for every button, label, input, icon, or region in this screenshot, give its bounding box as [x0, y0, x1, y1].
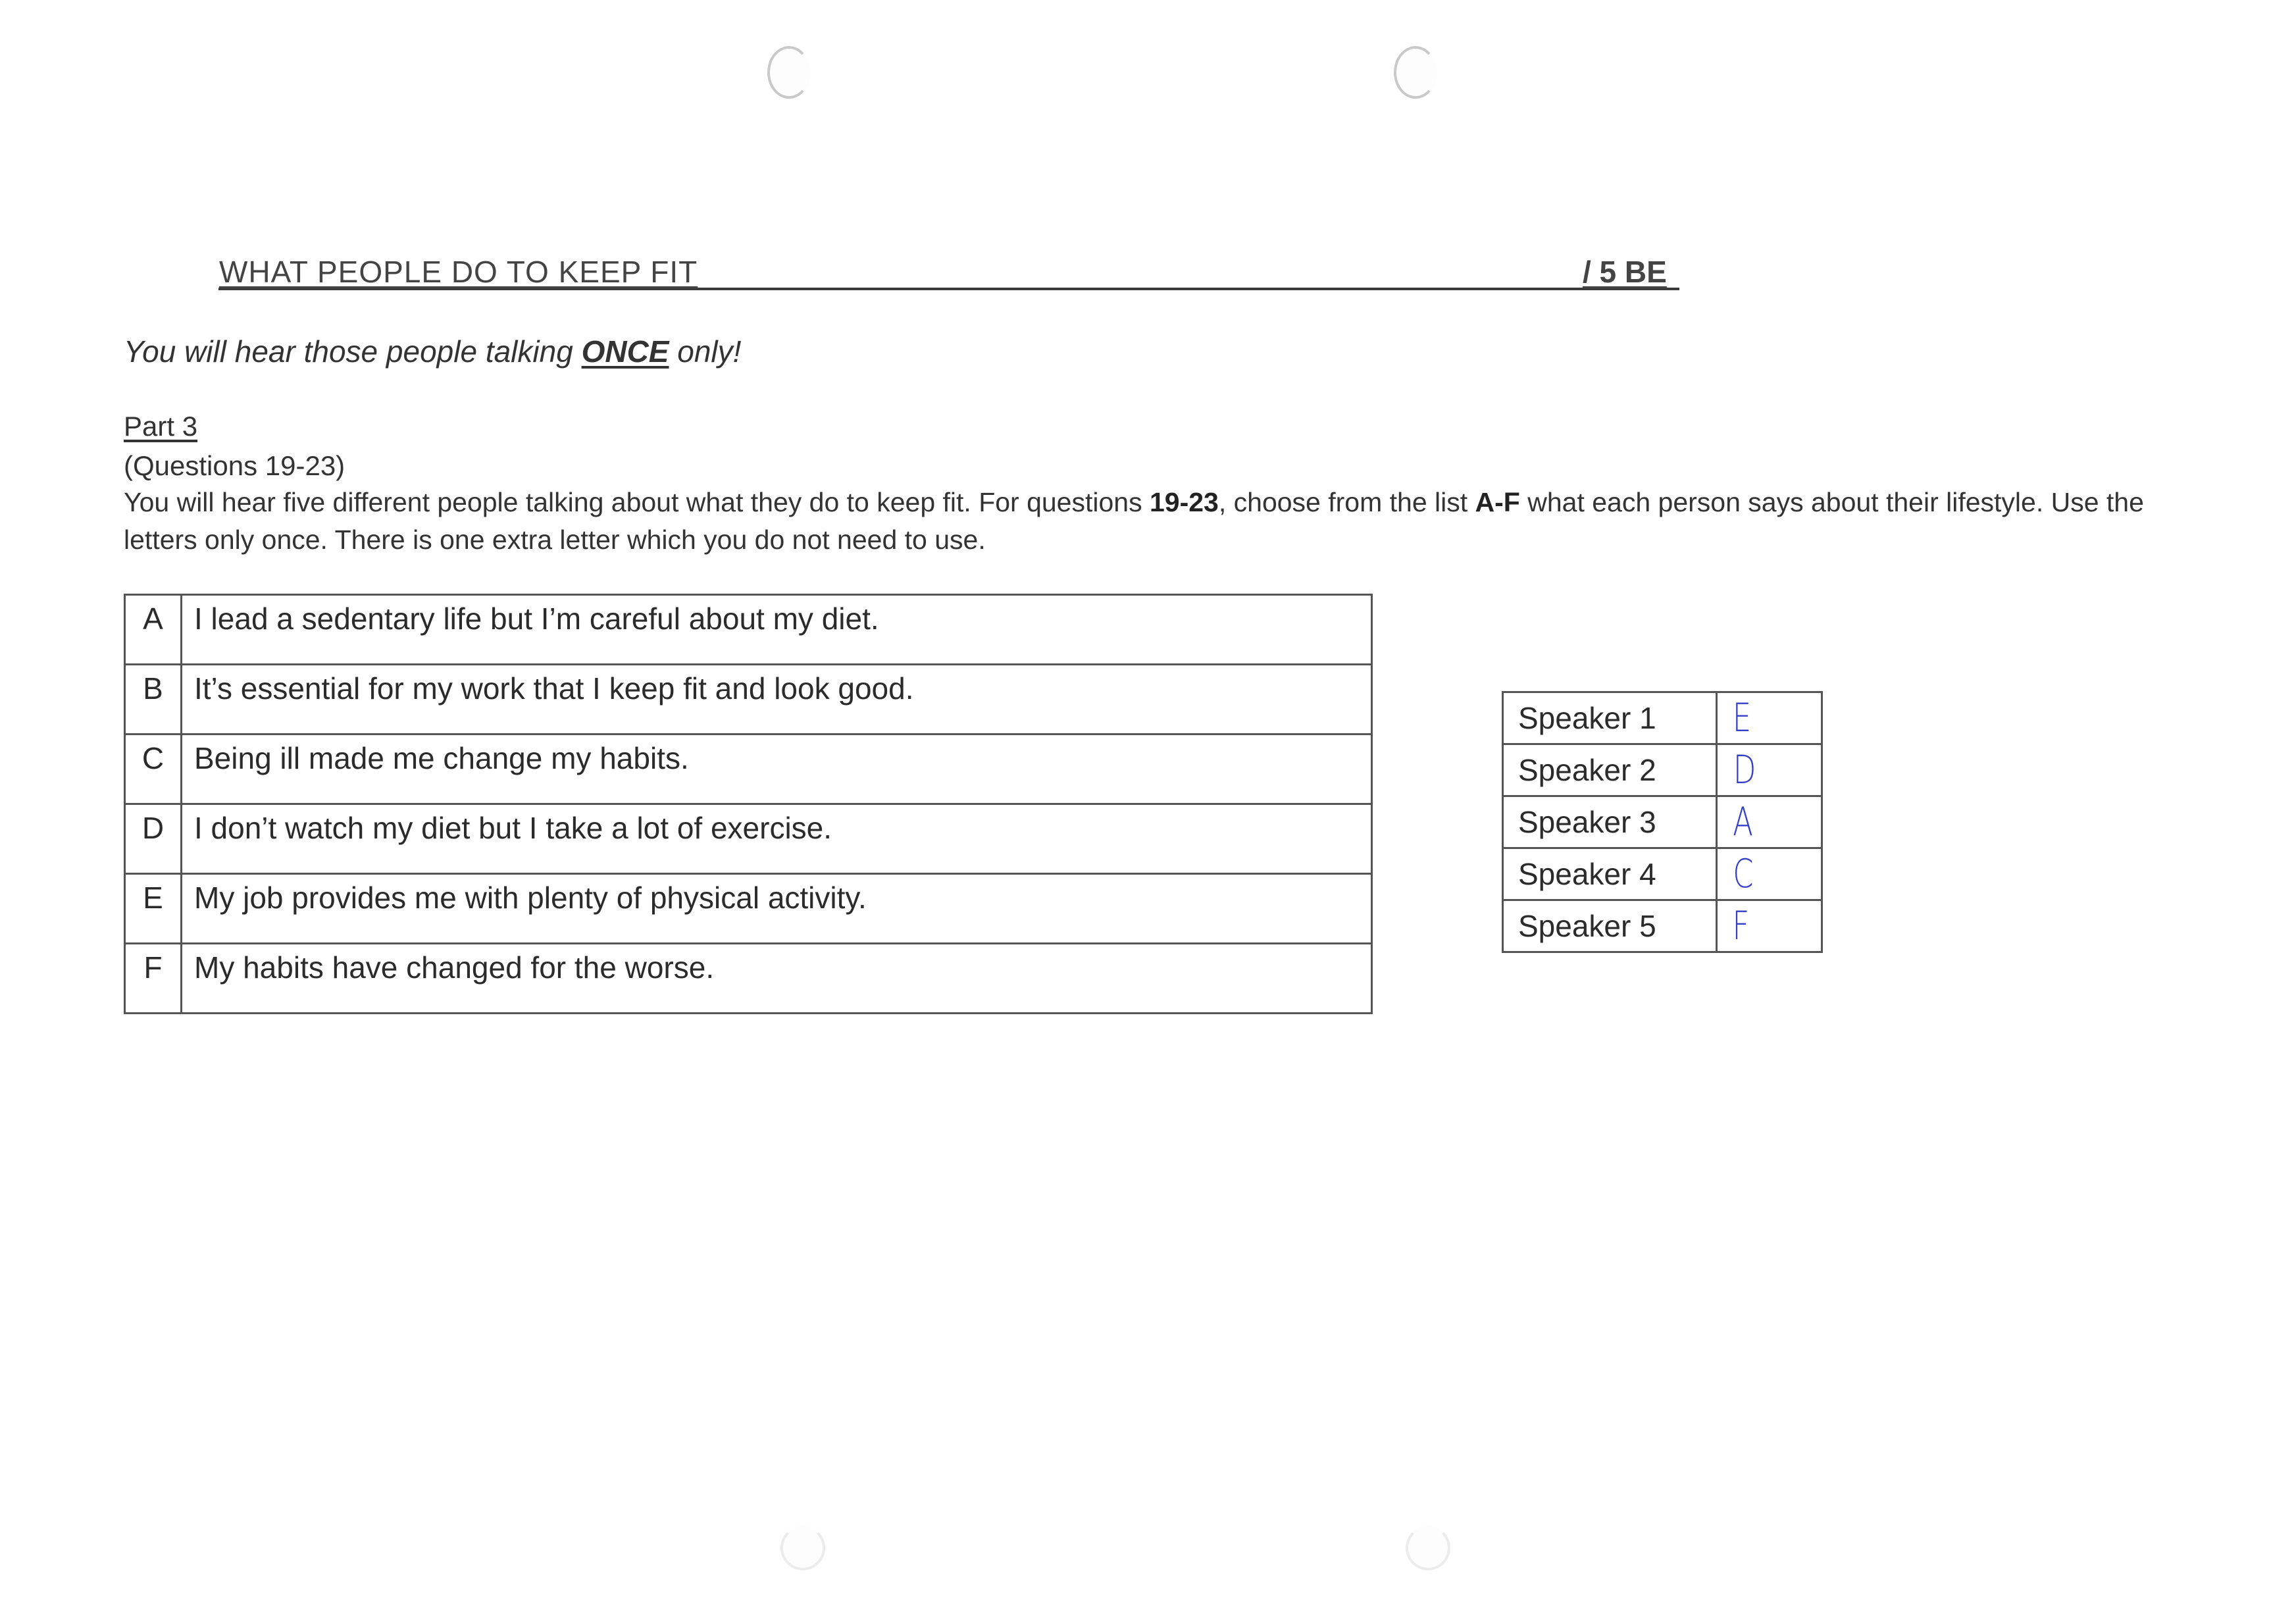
speaker-label: Speaker 4 [1503, 848, 1717, 900]
option-letter: A [125, 595, 182, 665]
directions-letter-range: A-F [1475, 487, 1520, 517]
instruction-text-before: You will hear those people talking [124, 334, 582, 369]
punch-hole-shadow [1406, 1526, 1450, 1570]
options-table [124, 594, 1373, 1014]
speaker-label: Speaker 3 [1503, 796, 1717, 848]
punch-hole-shadow [780, 1526, 825, 1570]
answer-row [1503, 692, 1822, 744]
option-row [125, 734, 1372, 804]
option-row [125, 804, 1372, 874]
option-row [125, 874, 1372, 944]
directions-text: what each person says about their lifestyle. Use the letters only once. There is one extra letter which you do not need to use. [124, 487, 2144, 555]
handwritten-answer: C [1733, 850, 1754, 897]
listening-instruction [124, 334, 741, 369]
option-letter: B [125, 665, 182, 734]
page-title: WHAT PEOPLE DO TO KEEP FIT [219, 255, 698, 289]
answer-cell[interactable] [1717, 900, 1822, 952]
option-row [125, 595, 1372, 665]
speaker-label: Speaker 1 [1503, 692, 1717, 744]
punch-hole [1394, 46, 1437, 99]
option-row [125, 665, 1372, 734]
option-row [125, 944, 1372, 1014]
option-text: My job provides me with plenty of physical activity. [182, 874, 1372, 944]
answer-cell[interactable] [1717, 848, 1822, 900]
part-label: Part 3 [124, 411, 198, 442]
score-label: / 5 BE [1583, 255, 1667, 289]
handwritten-answer: F [1732, 902, 1750, 949]
answer-cell[interactable] [1717, 692, 1822, 744]
handwritten-answer: E [1732, 694, 1752, 741]
answer-row [1503, 744, 1822, 796]
directions-text: , choose from the list [1218, 487, 1475, 517]
directions-question-range: 19-23 [1149, 487, 1219, 517]
answer-cell[interactable] [1717, 744, 1822, 796]
option-text: It’s essential for my work that I keep fit and look good. [182, 665, 1372, 734]
task-directions [124, 484, 2177, 559]
option-text: I lead a sedentary life but I’m careful about my diet. [182, 595, 1372, 665]
option-text: Being ill made me change my habits. [182, 734, 1372, 804]
option-letter: E [125, 874, 182, 944]
answer-cell[interactable] [1717, 796, 1822, 848]
answer-table [1502, 691, 1823, 953]
directions-text: You will hear five different people talking about what they do to keep fit. For questions [124, 487, 1150, 517]
option-letter: D [125, 804, 182, 874]
handwritten-answer: D [1733, 746, 1756, 793]
questions-range: (Questions 19-23) [124, 450, 345, 481]
answer-row [1503, 796, 1822, 848]
punch-hole [767, 46, 811, 99]
option-letter: F [125, 944, 182, 1014]
option-letter: C [125, 734, 182, 804]
option-text: My habits have changed for the worse. [182, 944, 1372, 1014]
handwritten-answer: A [1733, 798, 1753, 845]
instruction-text-after: only! [669, 334, 742, 369]
answer-row [1503, 900, 1822, 952]
option-text: I don’t watch my diet but I take a lot of exercise. [182, 804, 1372, 874]
speaker-label: Speaker 5 [1503, 900, 1717, 952]
instruction-emphasis: ONCE [581, 334, 669, 369]
answer-row [1503, 848, 1822, 900]
speaker-label: Speaker 2 [1503, 744, 1717, 796]
